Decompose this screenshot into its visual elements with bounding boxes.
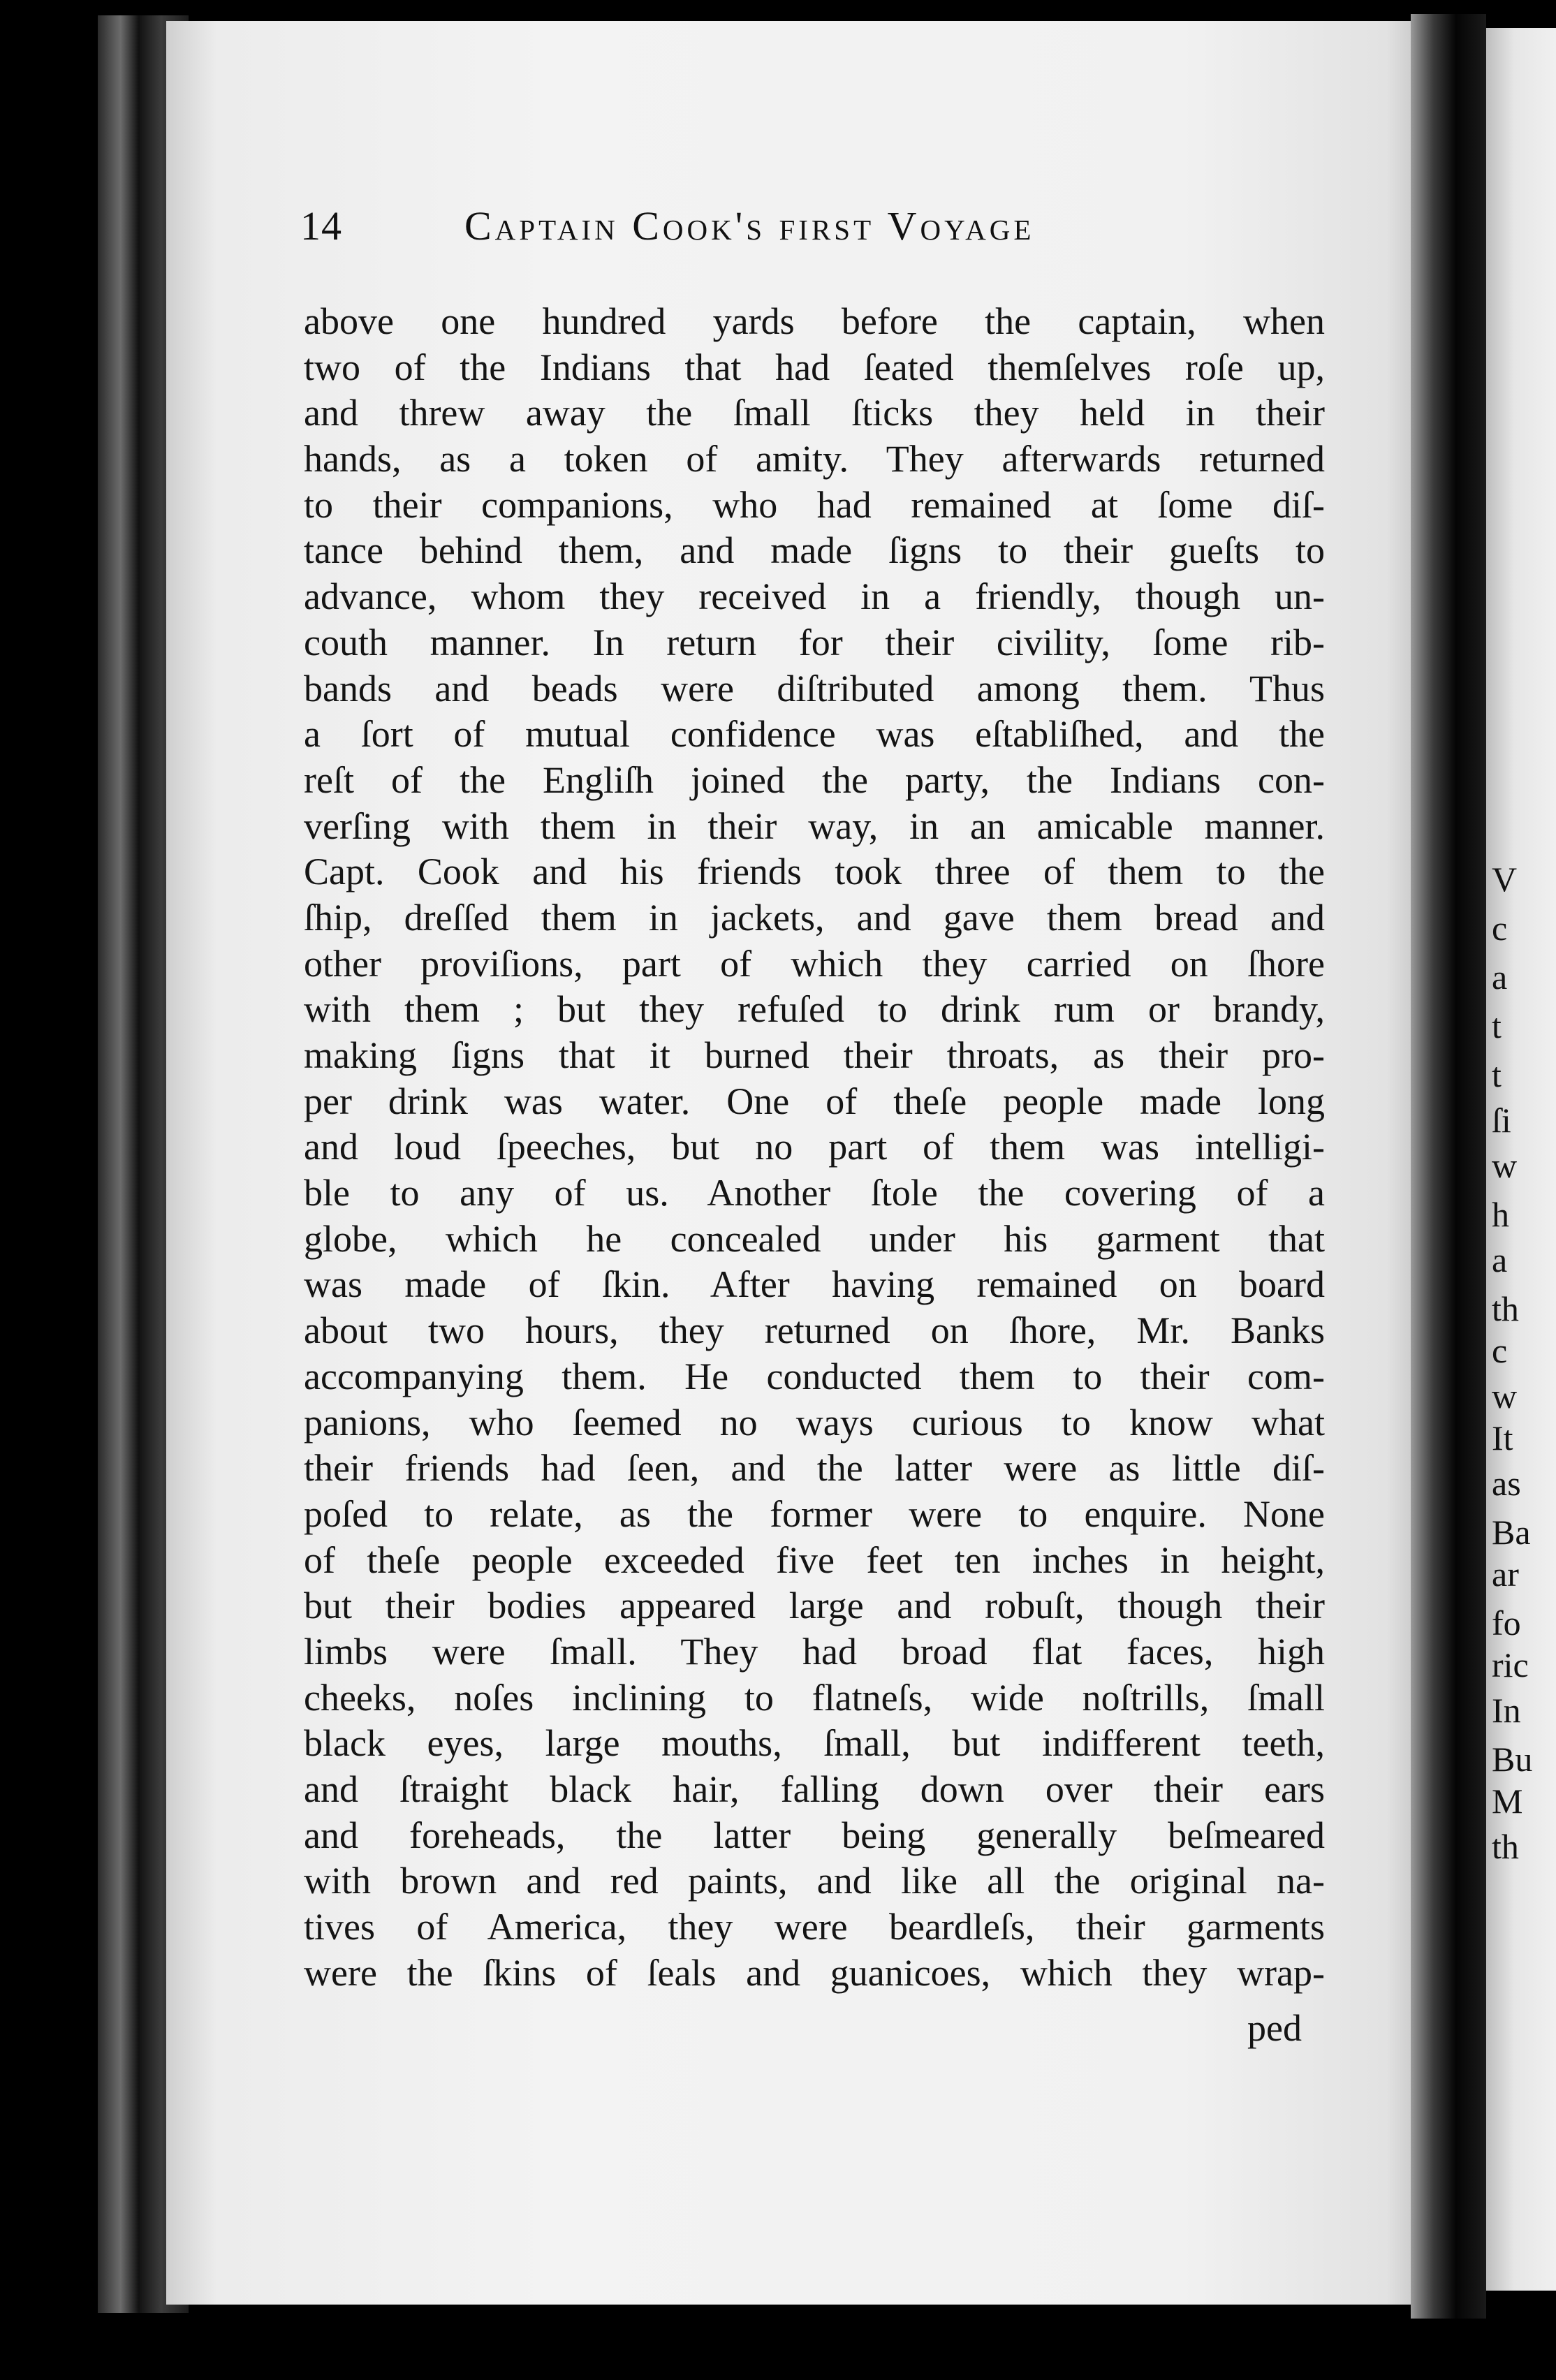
adjacent-page-fragment: ar xyxy=(1492,1555,1519,1594)
text-line: tives of America, they were beardleſs, their garments xyxy=(304,1906,1325,1948)
page-number: 14 xyxy=(300,203,342,249)
text-line: with them ; but they refuſed to drink rum or brandy, xyxy=(304,988,1325,1031)
adjacent-page-fragment: t xyxy=(1492,1006,1502,1045)
text-line: panions, who ſeemed no ways curious to know what xyxy=(304,1401,1325,1444)
adjacent-page-fragment: Bu xyxy=(1492,1740,1533,1779)
adjacent-page-fragment: w xyxy=(1492,1146,1518,1185)
text-line: ble to any of us. Another ſtole the covering of a xyxy=(304,1172,1325,1214)
adjacent-page-edge xyxy=(1486,28,1556,2291)
text-line: accompanying them. He conducted them to their com- xyxy=(304,1355,1325,1397)
text-line: was made of ſkin. After having remained on board xyxy=(304,1263,1325,1306)
catchword: ped xyxy=(1247,2007,1302,2049)
text-line: cheeks, noſes inclining to flatneſs, wide noſtrills, ſmall xyxy=(304,1676,1325,1719)
adjacent-page-fragment: a xyxy=(1492,957,1508,997)
book-gutter xyxy=(1411,14,1486,2319)
text-line: and loud ſpeeches, but no part of them was intelligi- xyxy=(304,1126,1325,1168)
text-line: were the ſkins of ſeals and guanicoes, which they wrap- xyxy=(304,1951,1325,1994)
adjacent-page-fragment: M xyxy=(1492,1782,1523,1821)
text-line: and foreheads, the latter being generally beſmeared xyxy=(304,1814,1325,1856)
adjacent-page-fragment: Ba xyxy=(1492,1513,1531,1552)
text-line: their friends had ſeen, and the latter were as little diſ- xyxy=(304,1447,1325,1490)
adjacent-page-fragment: th xyxy=(1492,1827,1519,1866)
text-line: advance, whom they received in a friendly, though un- xyxy=(304,575,1325,618)
adjacent-page-fragment: a xyxy=(1492,1240,1508,1279)
adjacent-page-fragment: t xyxy=(1492,1055,1502,1094)
text-line: above one hundred yards before the captain, when xyxy=(304,300,1325,342)
page-header xyxy=(300,203,1187,258)
text-line: a ſort of mutual confidence was eſtabliſhed, and the xyxy=(304,713,1325,756)
text-line: per drink was water. One of theſe people made long xyxy=(304,1080,1325,1122)
text-line: globe, which he concealed under his garment that xyxy=(304,1217,1325,1260)
text-line: reſt of the Engliſh joined the party, the Indians con- xyxy=(304,758,1325,801)
adjacent-page-fragment: as xyxy=(1492,1464,1521,1503)
text-line: couth manner. In return for their civility, ſome rib- xyxy=(304,621,1325,663)
adjacent-page-fragment: It xyxy=(1492,1418,1513,1457)
adjacent-page-fragment: h xyxy=(1492,1195,1509,1234)
text-line: to their companions, who had remained at ſome diſ- xyxy=(304,483,1325,526)
adjacent-page-fragment: w xyxy=(1492,1376,1518,1416)
text-line: hands, as a token of amity. They afterwards returned xyxy=(304,438,1325,480)
running-head: Captain Cook's first Voyage xyxy=(464,203,1035,249)
text-line: bands and beads were diſtributed among them. Thus xyxy=(304,667,1325,710)
text-line: poſed to relate, as the former were to enquire. None xyxy=(304,1492,1325,1535)
adjacent-page-fragment: th xyxy=(1492,1289,1519,1328)
adjacent-page-fragment: ric xyxy=(1492,1645,1529,1684)
text-line: two of the Indians that had ſeated themſelves roſe up, xyxy=(304,346,1325,388)
text-line: making ſigns that it burned their throats, as their pro- xyxy=(304,1034,1325,1076)
text-line: of theſe people exceeded five feet ten inches in height, xyxy=(304,1538,1325,1581)
text-line: with brown and red paints, and like all the original na- xyxy=(304,1860,1325,1902)
text-line: ſhip, dreſſed them in jackets, and gave them bread and xyxy=(304,896,1325,939)
text-line: about two hours, they returned on ſhore, Mr. Banks xyxy=(304,1309,1325,1352)
adjacent-page-fragment: ſi xyxy=(1492,1101,1511,1140)
text-line: verſing with them in their way, in an amicable manner. xyxy=(304,805,1325,847)
adjacent-page-fragment: V xyxy=(1492,860,1518,899)
text-line: but their bodies appeared large and robuſt, though their xyxy=(304,1585,1325,1627)
text-line: and threw away the ſmall ſticks they held in their xyxy=(304,392,1325,434)
adjacent-page-fragment: fo xyxy=(1492,1603,1521,1643)
text-line: black eyes, large mouths, ſmall, but indifferent teeth, xyxy=(304,1722,1325,1765)
text-line: Capt. Cook and his friends took three of them to the xyxy=(304,851,1325,893)
text-line: and ſtraight black hair, falling down over their ears xyxy=(304,1768,1325,1810)
adjacent-page-fragment: c xyxy=(1492,909,1508,948)
text-line: limbs were ſmall. They had broad flat faces, high xyxy=(304,1630,1325,1673)
adjacent-page-fragment: In xyxy=(1492,1691,1521,1730)
adjacent-page-fragment: c xyxy=(1492,1331,1508,1370)
text-line: other proviſions, part of which they carried on ſhore xyxy=(304,942,1325,985)
body-text xyxy=(304,299,1325,1996)
text-line: tance behind them, and made ſigns to their gueſts to xyxy=(304,529,1325,572)
